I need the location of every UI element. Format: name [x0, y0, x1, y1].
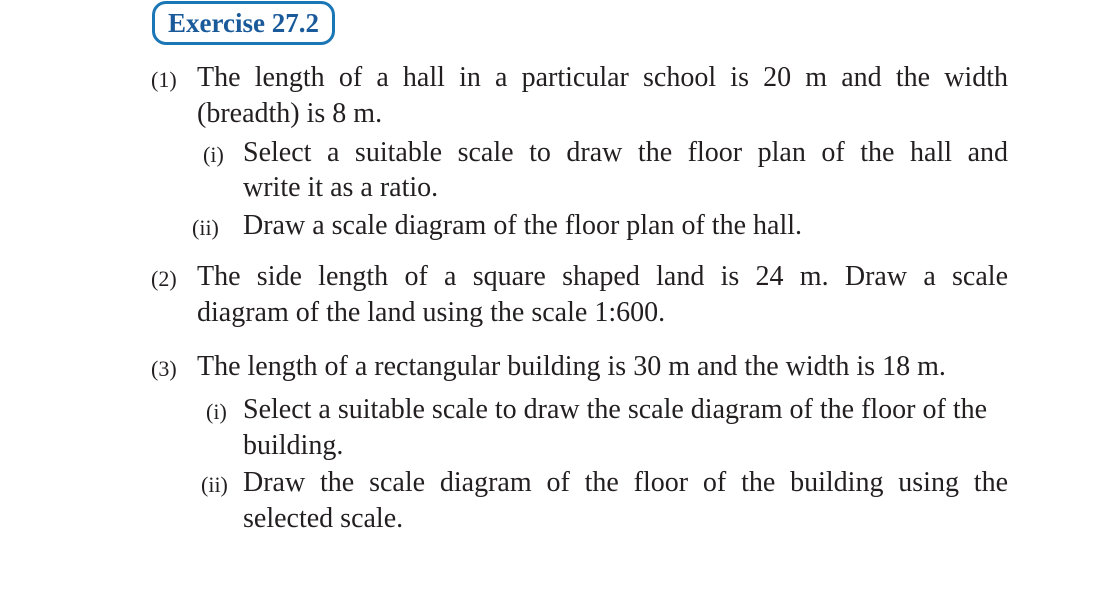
question-3-line-1: The length of a rectangular building is 30 m and the width is 18 m.: [197, 351, 946, 382]
question-1-part-i-line-2: write it as a ratio.: [243, 172, 439, 203]
question-2-number: (2): [151, 266, 177, 291]
question-1-part-i-label: (i): [203, 142, 224, 167]
question-2-line-1: The side length of a square shaped land is 24 m. Draw a scale: [197, 261, 1008, 292]
question-1-part-ii-label: (ii): [192, 215, 219, 240]
question-3-part-ii-label: (ii): [201, 472, 228, 497]
question-1-part-i-line-1: Select a suitable scale to draw the floor plan of the hall and: [243, 137, 1008, 168]
question-3-part-i-label: (i): [206, 399, 227, 424]
question-3-part-i-line-1: Select a suitable scale to draw the scale diagram of the floor of the: [243, 394, 988, 425]
question-3-part-ii-line-2: selected scale.: [243, 503, 404, 534]
question-3-part-i-line-2: building.: [243, 430, 344, 461]
question-1-part-ii-line-1: Draw a scale diagram of the floor plan of the hall.: [243, 210, 803, 241]
question-1-line-2: (breadth) is 8 m.: [197, 98, 383, 129]
question-1-number: (1): [151, 67, 177, 92]
question-3-number: (3): [151, 356, 177, 381]
exercise-title-badge: Exercise 27.2: [152, 1, 335, 45]
question-2-line-2: diagram of the land using the scale 1:600.: [197, 297, 666, 328]
question-1-line-1: The length of a hall in a particular school is 20 m and the width: [197, 62, 1008, 93]
question-3-part-ii-line-1: Draw the scale diagram of the floor of the building using the: [243, 467, 1008, 498]
